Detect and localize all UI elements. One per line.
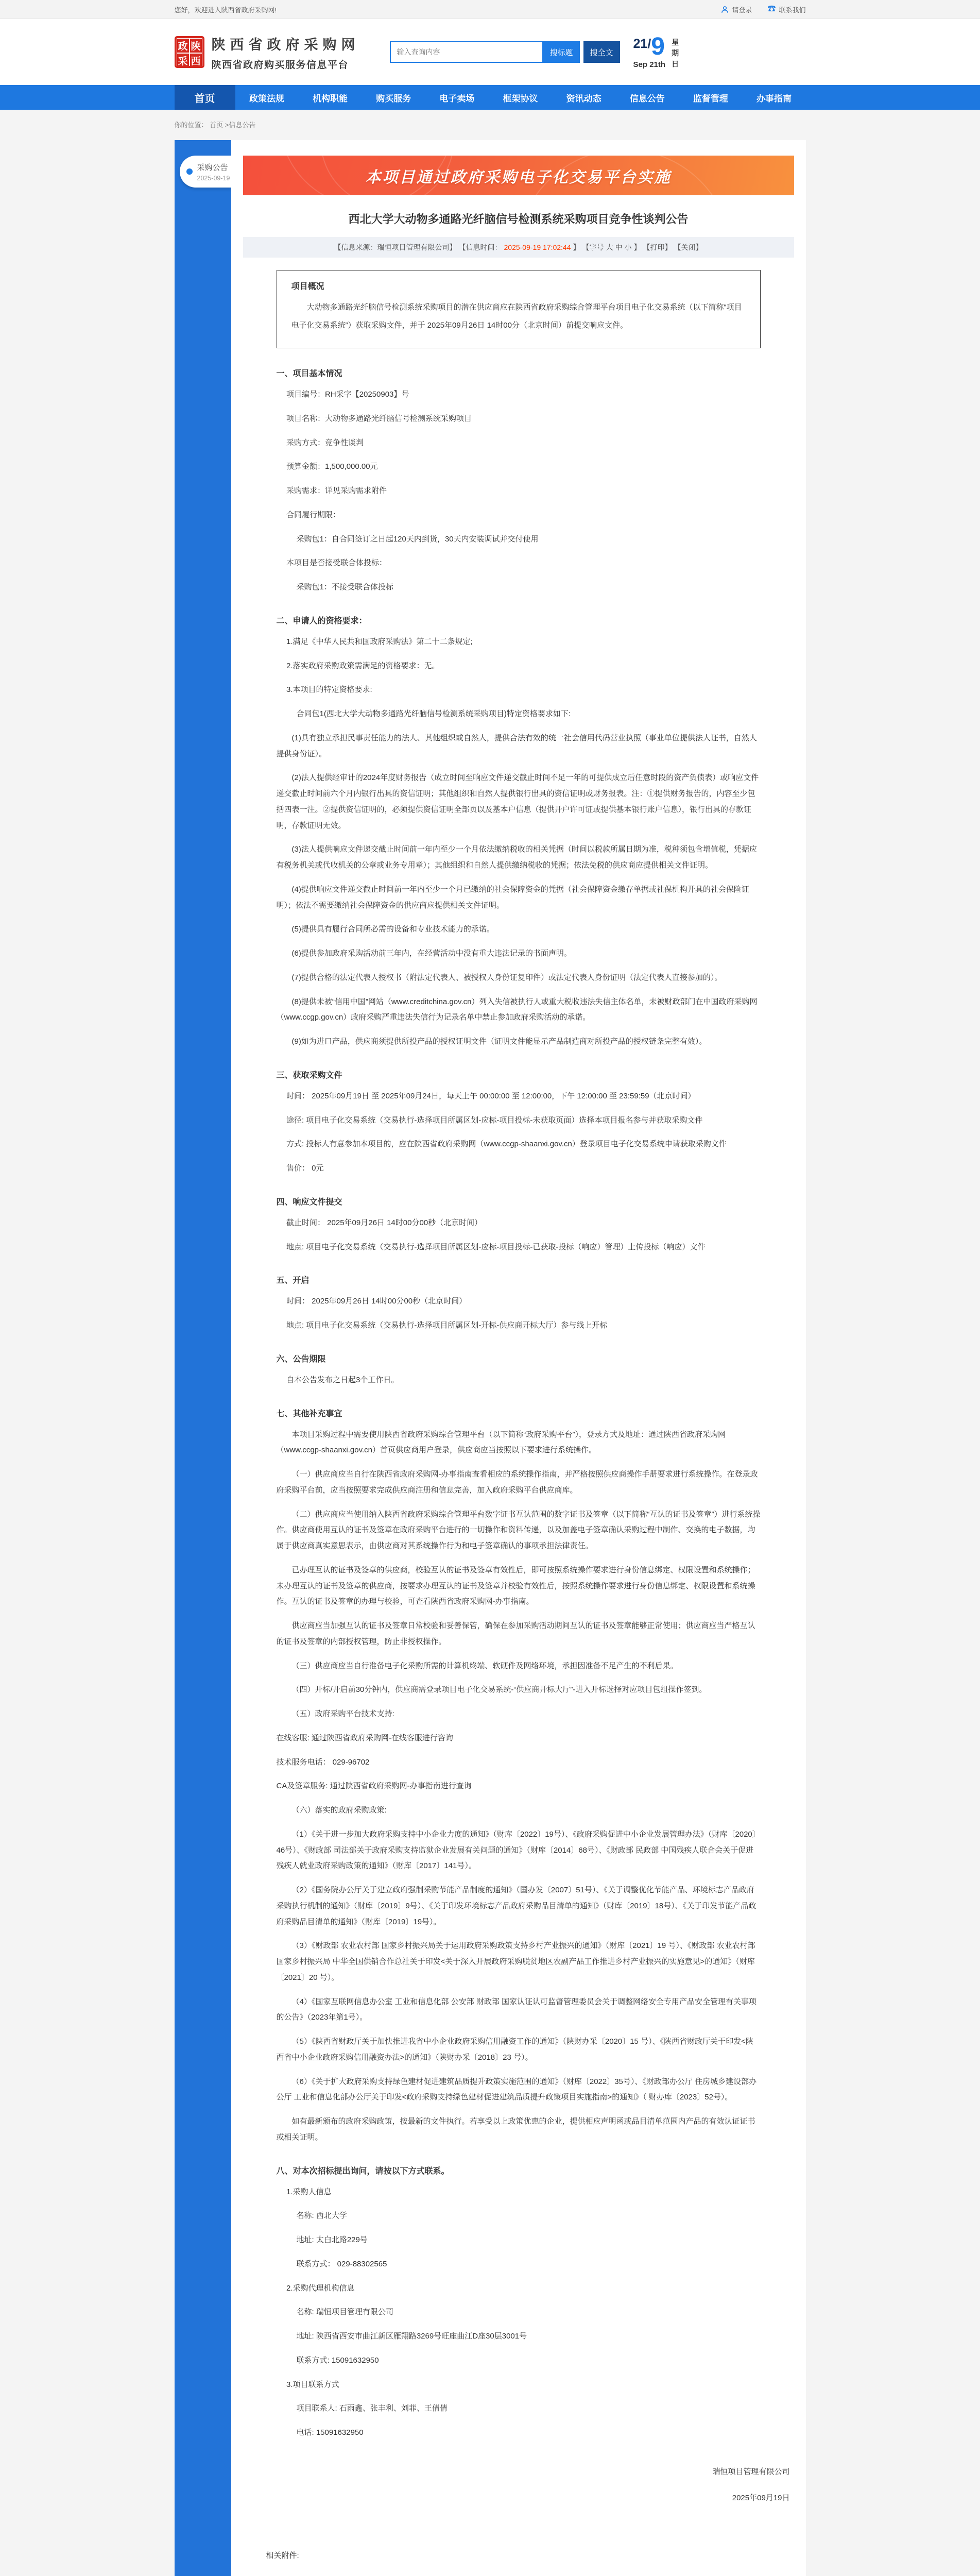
article-paragraph: 方式: 投标人有意参加本项目的，应在陕西省政府采购网（www.ccgp-shaanxi.gov.cn）登录项目电子化交易系统申请获取采购文件 (286, 1140, 727, 1149)
date-english: Sep 21th (633, 60, 666, 70)
contact-link[interactable] (767, 5, 805, 14)
article-paragraph: (1)具有独立承担民事责任能力的法人、其他组织或自然人，提供合法有效的统一社会信用代码营业执照（事业单位提供法人证书，自然人提供身份证）。 (276, 733, 757, 758)
section-heading: 七、其他补充事宜 (276, 1409, 342, 1418)
contact-label: 联系我们 (779, 6, 806, 14)
article-paragraph: （5）《陕西省财政厅关于加快推进我省中小企业政府采购信用融资工作的通知》（陕财办采〔2020〕15 号）、《陕西省财政厅关于印发<陕西省中小企业政府采购信用融资办法>的通知》（陕财办采〔2018〕23 号）。 (276, 2037, 753, 2062)
greeting-text: 您好，欢迎进入陕西省政府采购网! (174, 6, 277, 14)
fontsize-small-button[interactable]: 小 (624, 243, 632, 251)
article-paragraph: 本项目采购过程中需要使用陕西省政府采购综合管理平台（以下简称“政府采购平台”），登录方式及地址：通过陕西省政府采购网（www.ccgp-shaanxi.gov.cn）首页供应商用户登录，供应商应当按照以下要求进行系统操作。 (276, 1430, 726, 1455)
topbar (0, 0, 980, 19)
attachment-link[interactable] (272, 2575, 322, 2576)
overview-body: 大动物多通路光纤脑信号检测系统采购项目的潜在供应商应在陕西省政府采购综合管理平台项目电子化交易系统（以下简称“项目电子化交易系统”）获取采购文件，并于 2025年09月26日 14时00分（北京时间）前提交响应文件。 (291, 303, 742, 330)
article-paragraph: 售价： 0元 (286, 1164, 324, 1173)
breadcrumb-separator: > (225, 121, 229, 129)
article-paragraph: （3）《财政部 农业农村部 国家乡村振兴局关于运用政府采购政策支持乡村产业振兴的通知》（财库〔2021〕19 号）、《财政部 农业农村部 国家乡村振兴局 中华全国供销合作总社关于印发<关于深入开展政府采购脱贫地区农副产品工作推进乡村产业振兴的实施意见>的通知》（财库〔2021〕20 号）。 (276, 1941, 755, 1982)
fontsize-medium-button[interactable]: 中 (615, 243, 623, 251)
search-bar (390, 41, 620, 63)
article-paragraph: 电话: 15091632950 (296, 2428, 364, 2437)
article-paragraph: 地点: 项目电子化交易系统（交易执行-选择项目所属区划-开标-供应商开标大厅）参与线上开标 (286, 1321, 608, 1330)
article-paragraph: 地点: 项目电子化交易系统（交易执行-选择项目所属区划-应标-项目投标-已获取-投标（响应）管理）上传投标（响应）文件 (286, 1242, 706, 1251)
article-paragraph: 项目名称：大动物多通路光纤脑信号检测系统采购项目 (286, 414, 472, 423)
nav-item-首页[interactable]: 首页 (175, 85, 235, 110)
date-day: 21 (633, 36, 648, 51)
search-fulltext-button[interactable]: 搜全文 (583, 41, 620, 63)
article-paragraph: (5)提供具有履行合同所必需的设备和专业技术能力的承诺。 (291, 925, 494, 934)
article-paragraph: （六）落实的政府采购政策: (291, 1806, 387, 1815)
breadcrumb-current-link[interactable]: 信息公告 (229, 121, 256, 129)
document-body (277, 367, 761, 2441)
nav-item-购买服务[interactable]: 购买服务 (376, 93, 411, 104)
site-logo-seal (175, 36, 204, 68)
article-paragraph: 联系方式: 15091632950 (296, 2355, 379, 2365)
fontsize-label: 【字号 (582, 243, 604, 251)
attachments-label: 相关附件: (266, 2551, 299, 2560)
section-heading: 一、项目基本情况 (276, 369, 342, 378)
search-title-button[interactable]: 搜标题 (543, 41, 580, 63)
nav-item-电子卖场[interactable]: 电子卖场 (439, 93, 475, 104)
fontsize-large-button[interactable]: 大 (606, 243, 613, 251)
article-paragraph: 本项目是否接受联合体投标： (286, 558, 387, 568)
bullet-dot-icon (186, 168, 193, 175)
breadcrumb-bar (0, 110, 980, 140)
nav-item-框架协议[interactable]: 框架协议 (503, 93, 538, 104)
article-paragraph: 技术服务电话： 029-96702 (276, 1757, 370, 1767)
article-paragraph: 地址: 陕西省西安市曲江新区雁翔路3269号旺座曲江D座30层3001号 (296, 2332, 527, 2341)
user-icon (721, 6, 729, 13)
article-paragraph: (4)提供响应文件递交截止时间前一年内至少一个月已缴纳的社会保障资金的凭据（社会保障资金缴存单据或社保机构开具的社会保险证明）；依法不需要缴纳社会保障资金的供应商应提供相关文件证明。 (276, 885, 749, 910)
close-button[interactable]: 【关闭】 (674, 243, 703, 251)
article-paragraph: 合同履行期限： (286, 510, 341, 519)
article-meta-bar: 【信息来源：瑞恒项目管理有限公司】 【信息时间： 2025-09-19 17:02:44 】 【字号 大 中 小 】 【打印】 【关闭】 (243, 237, 794, 258)
section-heading: 六、公告期限 (276, 1354, 326, 1364)
section-heading: 五、开启 (276, 1276, 310, 1285)
article-content (231, 140, 806, 2576)
sidebar-item-label: 采购公告 (197, 163, 228, 172)
site-subtitle: 陕西省政府购买服务信息平台 (211, 59, 349, 71)
project-overview-box (277, 270, 761, 348)
sidebar (175, 140, 231, 2576)
nav-item-信息公告[interactable]: 信息公告 (629, 93, 665, 104)
print-button[interactable]: 【打印】 (643, 243, 672, 251)
article-paragraph: （四）开标/开启前30分钟内，供应商需登录项目电子化交易系统-“供应商开标大厅”-进入开标选择对应项目包组操作签到。 (291, 1685, 707, 1694)
article-paragraph: （6）《关于扩大政府采购支持绿色建材促进建筑品质提升政策实施范围的通知》（财库〔2022〕35号）、《财政部办公厅 住房城乡建设部办公厅 工业和信息化部办公厅关于印发<政府采购支持绿色建材促进建筑品质提升政策项目实施指南>的通知》（ 财办库〔2023〕52号）。 (276, 2077, 757, 2102)
site-header (0, 19, 980, 85)
phone-icon: ☎ (767, 5, 776, 13)
logo-char: 政 (177, 39, 189, 53)
article-paragraph: 3.本项目的特定资格要求: (286, 685, 372, 694)
article-paragraph: （五）政府采购平台技术支持: (291, 1709, 394, 1718)
section-heading: 二、申请人的资格要求： (276, 616, 367, 625)
article-paragraph: 名称: 西北大学 (296, 2211, 347, 2221)
breadcrumb-home-link[interactable]: 首页 (210, 121, 223, 129)
article-paragraph: (9)如为进口产品，供应商须提供所投产品的授权证明文件（证明文件能显示产品制造商对所投产品的授权链条完整有效）。 (291, 1037, 707, 1046)
section-heading: 八、对本次招标提出询问，请按以下方式联系。 (276, 2166, 450, 2176)
platform-banner (243, 156, 794, 195)
article-paragraph: (8)提供未被“信用中国”网站（www.creditchina.gov.cn）列入失信被执行人或重大税收违法失信主体名单，未被财政部门在中国政府采购网（www.ccgp.gov.cn）政府采购严重违法失信行为记录名单中禁止参加政府采购活动的承诺。 (276, 997, 758, 1022)
main-nav (0, 85, 980, 110)
signature-org: 瑞恒项目管理有限公司 (712, 2467, 790, 2476)
article-paragraph: 采购包1：自合同签订之日起120天内到货，30天内安装调试并交付使用 (296, 534, 539, 544)
article-paragraph: 合同包1(西北大学大动物多通路光纤脑信号检测系统采购项目)特定资格要求如下: (296, 709, 571, 718)
breadcrumb-label: 你的位置： (174, 121, 208, 129)
attachments-section (266, 2550, 794, 2576)
site-title: 陕西省政府采购网 (211, 37, 360, 53)
banner-text: 本项目通过政府采购电子化交易平台实施 (365, 168, 672, 186)
article-paragraph: （二）供应商应当使用纳入陕西省政府采购综合管理平台数字证书互认范围的数字证书及签章（以下简称“互认的证书及签章”）进行系统操作。供应商使用互认的证书及签章在政府采购平台进行的一切操作和资料传递，以及加盖电子签章确认采购过程中制作、交换的电子数据，均属于供应商真实意思表示，由供应商对其系统操作行为和电子签章确认的事项承担法律责任。 (276, 1510, 761, 1550)
article-paragraph: 项目联系人: 石雨鑫、张丰利、刘菲、王倩倩 (296, 2404, 448, 2413)
nav-item-政策法规[interactable]: 政策法规 (249, 93, 285, 104)
article-paragraph: 名称: 瑞恒项目管理有限公司 (296, 2308, 393, 2317)
article-paragraph: CA及签章服务: 通过陕西省政府采购网-办事指南进行查询 (276, 1782, 472, 1791)
nav-item-办事指南[interactable]: 办事指南 (756, 93, 792, 104)
main-area (0, 140, 980, 2576)
weekday-label: 星期日 (672, 38, 679, 68)
article-paragraph: 2.采购代理机构信息 (286, 2283, 355, 2293)
article-paragraph: (3)法人提供响应文件递交截止时间前一年内至少一个月依法缴纳税收的相关凭据（时间以税款所属日期为准，税种须包含增值税，凭据应有税务机关或代收机关的公章或业务专用章）；其他组织和自然人提供缴纳税收的凭据；依法免税的供应商应提供相关文件证明。 (276, 845, 757, 870)
article-paragraph: （一）供应商应当自行在陕西省政府采购网-办事指南查看相应的系统操作指南，并严格按照供应商操作手册要求进行系统操作。在登录政府采购平台前，应当按照要求完成供应商注册和信息完善，加入政府采购平台供应商库。 (276, 1470, 758, 1495)
article-paragraph: 采购包1：不接受联合体投标 (296, 583, 393, 591)
overview-title: 项目概况 (291, 282, 324, 291)
page-title: 西北大学大动物多通路光纤脑信号检测系统采购项目竞争性谈判公告 (348, 213, 689, 226)
article-paragraph: 时间： 2025年09月19日 至 2025年09月24日，每天上午 00:00:00 至 12:00:00，下午 12:00:00 至 23:59:59（北京时间） (286, 1091, 696, 1100)
article-paragraph: 采购方式：竞争性谈判 (286, 438, 364, 447)
article-paragraph: 项目编号：RH采字【20250903】号 (286, 390, 409, 399)
logo-char: 采 (177, 54, 189, 67)
article-paragraph: 自本公告发布之日起3个工作日。 (286, 1375, 399, 1384)
nav-item-监督管理[interactable]: 监督管理 (693, 93, 728, 104)
date-month: 9 (651, 32, 665, 60)
logo-char: 西 (190, 54, 202, 67)
article-paragraph: (6)提供参加政府采购活动前三年内，在经营活动中没有重大违法记录的书面声明。 (291, 949, 572, 958)
article-paragraph: 3.项目联系方式 (286, 2380, 339, 2389)
article-paragraph: (2)法人提供经审计的2024年度财务报告（成立时间至响应文件递交截止时间不足一年的可提供成立后任意时段的资产负债表）或响应文件递交截止时间前六个月内银行出具的资信证明；其他组织和自然人提供银行出具的资信证明或财务报表。注：①提供财务报告的，内容至少包括四表一注。②提供资信证明的，必须提供资信证明全部页以及基本户信息（提供开户许可证或提供基本银行账户信息），银行出具的存款证明，存款证明无效。 (276, 773, 759, 830)
article-paragraph: （2）《国务院办公厅关于建立政府强制采购节能产品制度的通知》（国办发〔2007〕51号）、《关于调整优化节能产品、环境标志产品政府采购执行机制的通知》（财库〔2019〕9号）、《关于印发环境标志产品政府采购品目清单的通知》（财库〔2019〕18号）、《关于印发节能产品政府采购品目清单的通知》（财库〔2019〕19号）。 (276, 1886, 757, 1926)
date-widget: 21 / 9 Sep 21th 星期日 (633, 35, 681, 70)
article-paragraph: 联系方式： 029-88302565 (296, 2259, 387, 2268)
article-paragraph: （三）供应商应当自行准备电子化采购所需的计算机终端、软硬件及网络环境，承担因准备不足产生的不利后果。 (291, 1661, 678, 1670)
article-paragraph: 时间： 2025年09月26日 14时00分00秒（北京时间） (286, 1297, 467, 1306)
article-paragraph: 1.采购人信息 (286, 2187, 332, 2196)
signature-block (243, 2459, 794, 2511)
article-paragraph: 采购需求：详见采购需求附件 (286, 486, 387, 495)
meta-source: 【信息来源：瑞恒项目管理有限公司】 (334, 243, 457, 251)
article-paragraph: （4）《国家互联网信息办公室 工业和信息化部 公安部 财政部 国家认证认可监督管理委员会关于调整网络安全专用产品安全管理有关事项的公告》（2023年第1号）。 (276, 1997, 757, 2022)
article-paragraph: 已办理互认的证书及签章的供应商，校验互认的证书及签章有效性后，即可按照系统操作要求进行身份信息绑定、权限设置和系统操作；未办理互认的证书及签章的供应商，按要求办理互认的证书及签章并校验有效性后，按照系统操作要求进行身份信息绑定、权限设置和系统操作。互认的证书及签章的办理与校验，可查看陕西省政府采购网-办事指南。 (276, 1565, 755, 1606)
article-paragraph: 地址: 太白北路229号 (296, 2235, 368, 2244)
nav-item-机构职能[interactable]: 机构职能 (313, 93, 348, 104)
nav-item-资讯动态[interactable]: 资讯动态 (566, 93, 601, 104)
article-paragraph: （1）《关于进一步加大政府采购支持中小企业力度的通知》（财库〔2022〕19号）、《政府采购促进中小企业发展管理办法》（财库〔2020〕46号）、《财政部 司法部关于政府采购支持监狱企业发展有关问题的通知》（财库〔2014〕68号）、《财政部 民政部 中国残疾人联合会关于促进残疾人就业政府采购政策的通知》（财库〔2017〕141号）。 (276, 1829, 760, 1871)
article-paragraph: 截止时间： 2025年09月26日 14时00分00秒（北京时间） (286, 1218, 483, 1227)
sidebar-item-procurement-notice[interactable] (180, 156, 231, 188)
article-paragraph: 2.落实政府采购政策需满足的资格要求：无。 (286, 661, 440, 670)
article-paragraph: 供应商应当加强互认的证书及签章日常校验和妥善保管，确保在参加采购活动期间互认的证书及签章能够正常使用；供应商应当严格互认的证书及签章的内部授权管理，防止非授权操作。 (276, 1621, 755, 1646)
article-paragraph: 在线客服: 通过陕西省政府采购网-在线客服进行咨询 (276, 1733, 453, 1742)
section-heading: 三、获取采购文件 (276, 1071, 342, 1080)
login-label: 请登录 (732, 6, 752, 14)
article-paragraph: (7)提供合格的法定代表人授权书（附法定代表人、被授权人身份证复印件）或法定代表人身份证明（法定代表人直接参加的）。 (291, 973, 723, 982)
search-input[interactable] (390, 41, 543, 63)
section-heading: 四、响应文件提交 (276, 1197, 342, 1207)
sidebar-item-date: 2025-09-19 (197, 174, 230, 182)
meta-time-label: 【信息时间： (458, 243, 502, 251)
article-paragraph: 途径: 项目电子化交易系统（交易执行-选择项目所属区划-应标-项目投标-未获取页面）选择本项目报名参与并获取采购文件 (286, 1115, 703, 1125)
signature-date: 2025年09月19日 (732, 2493, 790, 2502)
logo-char: 陕 (190, 39, 202, 53)
meta-time: 2025-09-19 17:02:44 (504, 243, 571, 251)
login-link[interactable] (721, 5, 752, 14)
breadcrumb (175, 120, 806, 129)
article-paragraph: 预算金额：1,500,000.00元 (286, 462, 378, 471)
article-paragraph: 如有最新颁布的政府采购政策，按最新的文件执行。若享受以上政策优惠的企业，提供相应声明函或品目清单范围内产品的有效认证证书或相关证明。 (276, 2117, 755, 2142)
article-paragraph: 1.满足《中华人民共和国政府采购法》第二十二条规定; (286, 637, 473, 646)
